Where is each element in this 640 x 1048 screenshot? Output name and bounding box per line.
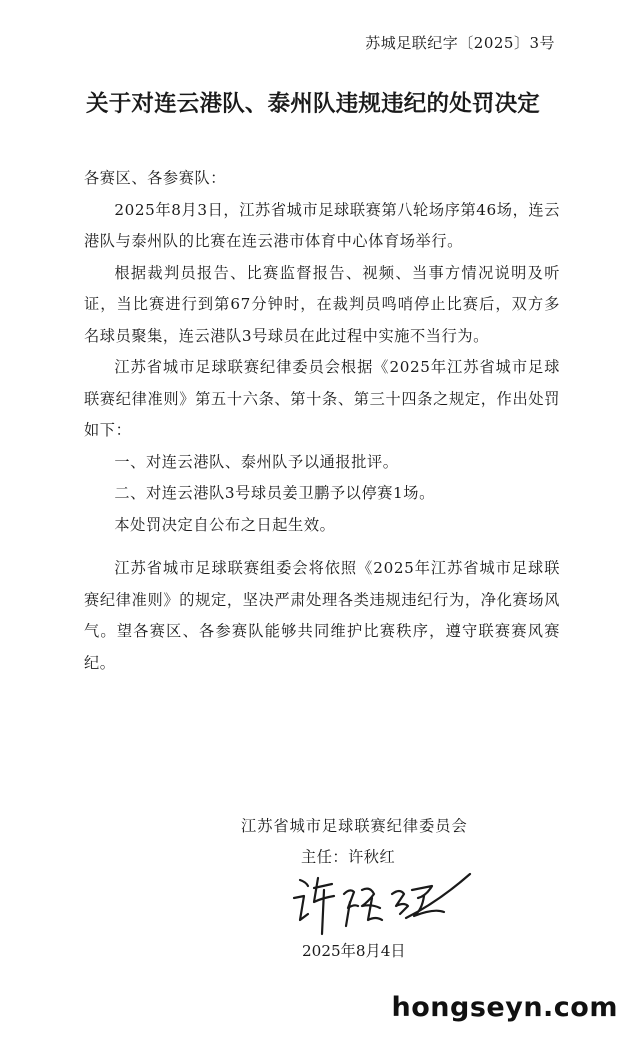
document-body — [84, 163, 560, 679]
salutation: 各赛区、各参赛队： — [84, 169, 227, 187]
paragraph-ruling-basis: 江苏省城市足球联赛纪律委员会根据《2025年江苏省城市足球联赛纪律准则》第五十六条、第十条、第三十四条之规定，作出处罚如下： — [84, 358, 560, 439]
director-line: 主任：许秋红 — [301, 848, 396, 866]
signing-organization: 江苏省城市足球联赛纪律委员会 — [241, 817, 468, 835]
penalty-item-2: 二、对连云港队3号球员姜卫鹏予以停赛1场。 — [114, 484, 435, 502]
document-title: 关于对连云港队、泰州队违规违纪的处罚决定 — [86, 91, 541, 117]
watermark: hongseyn.com — [391, 992, 618, 1023]
paragraph-incident: 根据裁判员报告、比赛监督报告、视频、当事方情况说明及听证，当比赛进行到第67分钟时，在裁判员鸣哨停止比赛后，双方多名球员聚集，连云港队3号球员在此过程中实施不当行为。 — [84, 263, 560, 345]
document-number: 苏城足联纪字〔2025〕3号 — [365, 34, 555, 52]
closing-paragraph: 江苏省城市足球联赛组委会将依照《2025年江苏省城市足球联赛纪律准则》的规定，坚决严肃处理各类违规违纪行为，净化赛场风气。望各赛区、各参赛队能够共同维护比赛秩序，遵守联赛赛风赛纪。 — [84, 559, 560, 672]
handwritten-signature — [288, 868, 473, 938]
paragraph-match-info: 2025年8月3日，江苏省城市足球联赛第八轮场序第46场，连云港队与泰州队的比赛在连云港市体育中心体育场举行。 — [84, 200, 560, 250]
effective-statement: 本处罚决定自公布之日起生效。 — [114, 515, 336, 534]
penalty-item-1: 一、对连云港队、泰州队予以通报批评。 — [114, 452, 399, 471]
signing-date: 2025年8月4日 — [302, 942, 406, 960]
